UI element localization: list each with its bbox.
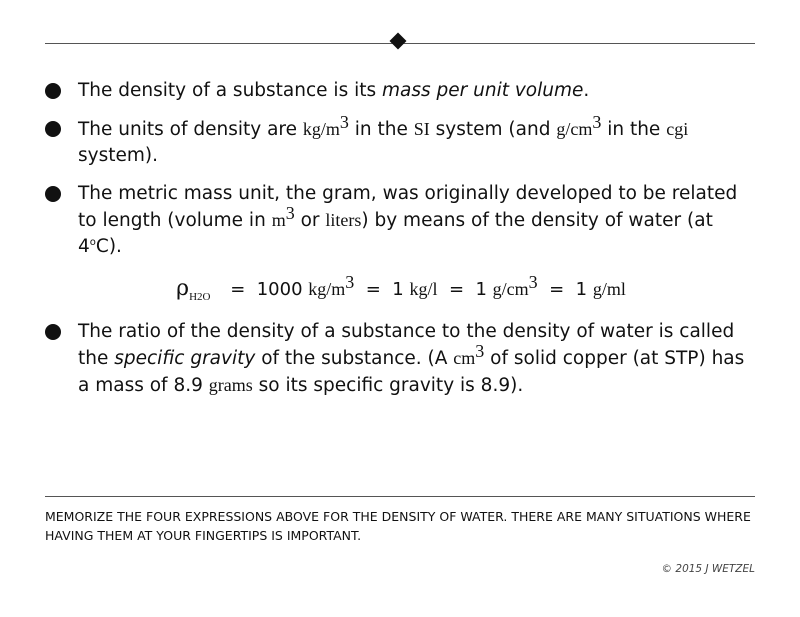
rho-subscript: H2O	[189, 291, 211, 303]
bullet-text: so its specific gravity is 8.9).	[252, 375, 524, 396]
emphasis-text: mass per unit volume	[382, 80, 584, 101]
bullet-item-density-units	[45, 111, 757, 169]
bullet-text: system (and	[429, 119, 557, 140]
emphasis-text: specific gravity	[114, 348, 256, 369]
equals-sign: =	[230, 279, 246, 300]
bullet-list	[45, 78, 757, 411]
bullet-text: in the	[348, 119, 414, 140]
bullet-dot-icon	[45, 186, 61, 202]
unit-text: grams	[208, 375, 253, 395]
unit-text: SI	[413, 119, 430, 139]
equation-value: 1	[392, 279, 410, 300]
unit-text: m	[271, 210, 286, 230]
equals-sign: =	[365, 279, 381, 300]
exponent: 3	[345, 272, 355, 292]
bullet-text: The density of a substance is its	[78, 80, 382, 101]
bullet-text: C).	[95, 236, 122, 257]
bullet-text: of the substance. (A	[255, 348, 454, 369]
memorize-note: MEMORIZE THE FOUR EXPRESSIONS ABOVE FOR THE DENSITY OF WATER. THERE ARE MANY SITUATIONS WHERE HAVING THEM AT YOUR FINGERTIPS IS IMPORTANT.	[45, 509, 751, 543]
exponent: 3	[528, 272, 538, 292]
equation-unit: g/ml	[592, 279, 626, 299]
exponent: 3	[339, 111, 349, 132]
equals-sign: =	[448, 279, 465, 300]
bullet-text: ) by means of the density of water (at 4	[78, 210, 713, 257]
unit-text: cgi	[666, 119, 689, 139]
diamond-ornament-icon	[390, 33, 407, 50]
bullet-text: system).	[78, 145, 158, 166]
equation-value: 1000	[256, 279, 309, 300]
unit-text: g/cm	[556, 119, 593, 139]
water-density-equation	[45, 269, 757, 309]
bullet-text: of solid copper (at STP) has a mass of 8.9	[78, 348, 745, 396]
bullet-text: The ratio of the density of a substance to the density of water is called the	[78, 321, 735, 369]
bullet-dot-icon	[45, 121, 61, 137]
bullet-item-specific-gravity	[45, 319, 757, 399]
bullet-text: or	[294, 210, 326, 231]
equation-unit: g/cm	[492, 279, 529, 299]
bullet-text: The units of density are	[78, 119, 303, 140]
exponent: 3	[285, 202, 295, 223]
copyright-notice: © 2015 J WETZEL	[661, 563, 755, 575]
exponent: 3	[475, 340, 485, 361]
unit-text: liters	[325, 210, 362, 230]
unit-text: cm	[453, 348, 476, 368]
bullet-text: in the	[601, 119, 667, 140]
rho-symbol: ρ	[176, 276, 190, 301]
equals-sign: =	[549, 279, 565, 300]
degree-symbol: o	[89, 236, 96, 248]
exponent: 3	[592, 111, 602, 132]
equation-unit: kg/m	[308, 279, 346, 299]
bullet-text: .	[583, 80, 590, 101]
equation-value: 1	[575, 279, 593, 300]
bullet-item-density-definition	[45, 78, 757, 104]
equation-value: 1	[475, 279, 493, 300]
bullet-item-gram-origin	[45, 181, 757, 260]
unit-text: kg/m	[302, 119, 340, 139]
bullet-text: The metric mass unit, the gram, was originally developed to be related to length (volume in	[78, 183, 738, 231]
equation-unit: kg/l	[409, 279, 438, 299]
bullet-dot-icon	[45, 324, 61, 340]
bottom-divider	[45, 496, 755, 497]
bullet-dot-icon	[45, 83, 61, 99]
